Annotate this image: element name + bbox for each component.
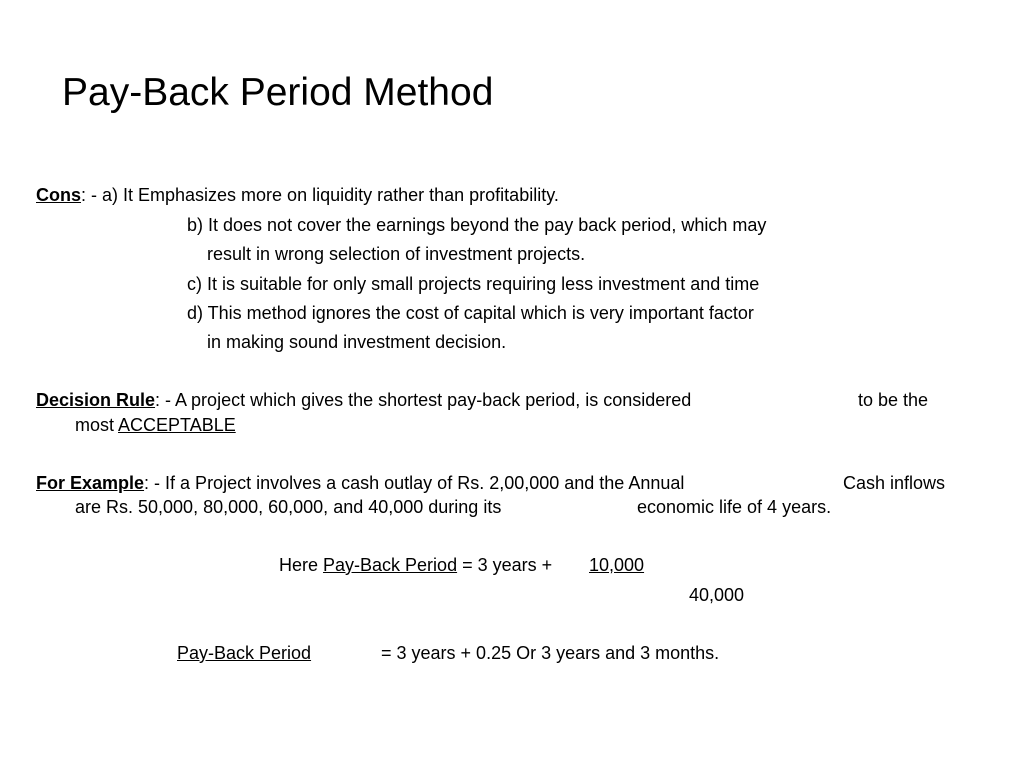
cons-item-c: c) It is suitable for only small projects requiring less investment and time <box>187 274 760 294</box>
cons-item-d-line2: in making sound investment decision. <box>207 332 507 352</box>
formula-line <box>279 553 552 577</box>
cons-line-a <box>36 183 559 207</box>
result-value: = 3 years + 0.25 Or 3 years and 3 months. <box>381 643 720 663</box>
decision-rule-prefix: most <box>75 415 119 435</box>
result-pbp-label: Pay-Back Period <box>177 643 312 663</box>
cons-label: Cons <box>36 185 81 205</box>
formula-pbp-label: Pay-Back Period <box>323 555 458 575</box>
example-label: For Example <box>36 473 145 493</box>
example-text-end: Cash inflows <box>843 473 946 493</box>
formula-equals: = 3 years + <box>457 555 553 575</box>
cons-item-a: : - a) It Emphasizes more on liquidity rather than profitability. <box>81 185 559 205</box>
example-text: : - If a Project involves a cash outlay of Rs. 2,00,000 and the Annual <box>144 473 685 493</box>
cons-item-b-line2: result in wrong selection of investment projects. <box>207 244 586 264</box>
decision-rule-text: : - A project which gives the shortest pay-back period, is considered <box>155 390 692 410</box>
decision-rule-label: Decision Rule <box>36 390 156 410</box>
cons-item-d-line1: d) This method ignores the cost of capital which is very important factor <box>187 303 754 323</box>
formula-numerator: 10,000 <box>589 555 645 575</box>
acceptable-text: ACCEPTABLE <box>118 415 236 435</box>
decision-rule-text-end: to be the <box>858 390 929 410</box>
slide-title: Pay-Back Period Method <box>62 71 494 114</box>
decision-rule-line2 <box>75 413 236 437</box>
example-line2: are Rs. 50,000, 80,000, 60,000, and 40,000 during its <box>75 497 502 517</box>
formula-here: Here <box>279 555 324 575</box>
formula-denominator: 40,000 <box>689 585 745 605</box>
example-line2-end: economic life of 4 years. <box>637 497 832 517</box>
cons-item-b-line1: b) It does not cover the earnings beyond the pay back period, which may <box>187 215 767 235</box>
example-line1 <box>36 471 684 495</box>
decision-rule-line1 <box>36 388 691 412</box>
